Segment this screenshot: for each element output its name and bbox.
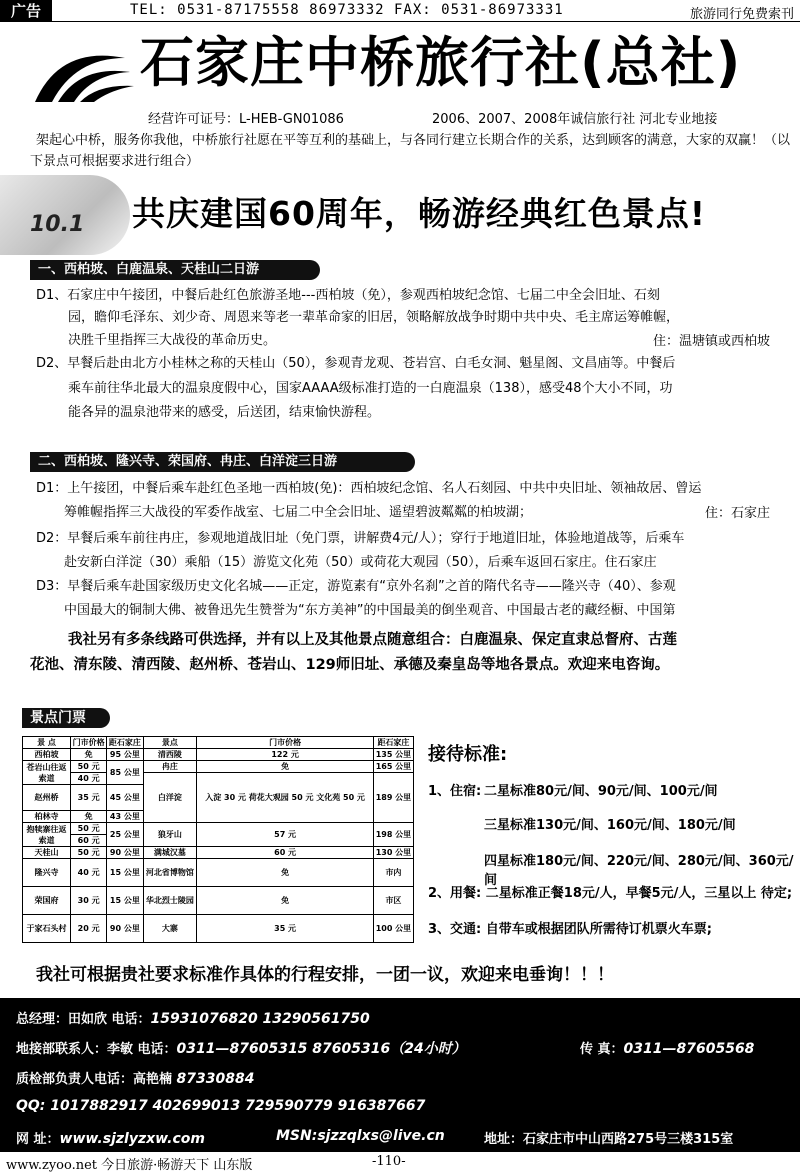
table-cell: 入淀 30 元 荷花大观园 50 元 文化苑 50 元 xyxy=(197,773,374,823)
route2-d1-stay: 住：石家庄 xyxy=(704,506,770,521)
table-cell: 西柏坡 xyxy=(23,749,71,761)
lodging-standard-4star: 四星标准180元/间、220元/间、280元/间、360元/间 xyxy=(484,854,794,888)
ticket-table xyxy=(22,736,414,943)
contact-block xyxy=(0,998,800,1152)
table-cell: 60 元 xyxy=(197,847,374,859)
honor-text: 2006、2007、2008年诚信旅行社 河北专业地接 xyxy=(432,112,718,127)
table-cell: 90 公里 xyxy=(107,915,143,943)
ground-phone: 0311—87605315 87605316（24小时） xyxy=(176,1041,466,1057)
national-day-badge: 10.1 xyxy=(30,212,85,237)
footer-site: www.zyoo.net 今日旅游·畅游天下 山东版 xyxy=(6,1158,253,1173)
table-row xyxy=(23,859,414,887)
address-text: 地址：石家庄市中山西路275号三楼315室 xyxy=(484,1132,734,1147)
table-row xyxy=(23,737,414,749)
table-cell: 35 元 xyxy=(71,785,107,811)
table-cell: 40 元 xyxy=(71,859,107,887)
table-cell: 门市价格 xyxy=(71,737,107,749)
table-cell: 45 公里 xyxy=(107,785,143,811)
company-name: 石家庄中桥旅行社(总社) xyxy=(140,31,742,94)
table-cell: 市区 xyxy=(373,887,413,915)
table-row xyxy=(23,887,414,915)
company-logo-icon xyxy=(30,40,140,110)
table-cell: 100 公里 xyxy=(373,915,413,943)
route1-title: 一、西柏坡、白鹿温泉、天桂山二日游 xyxy=(30,260,320,280)
table-row xyxy=(23,915,414,943)
web-label: 网 址： xyxy=(16,1132,60,1147)
route1-d2-line3: 能各异的温泉池带来的感受，后送团，结束愉快游程。 xyxy=(68,405,381,420)
lodging-standard-2star: 二星标准80元/间、90元/间、100元/间 xyxy=(484,784,718,799)
table-cell: 冉庄 xyxy=(143,761,197,773)
website-link[interactable]: www.sjzlyzxw.com xyxy=(59,1131,205,1147)
table-cell: 130 公里 xyxy=(373,847,413,859)
service-title: 接待标准: xyxy=(428,744,508,765)
table-cell: 20 元 xyxy=(71,915,107,943)
fax-number: 0311—87605568 xyxy=(623,1041,755,1057)
table-cell: 满城汉墓 xyxy=(143,847,197,859)
route1-d1-line2: 园，瞻仰毛泽东、刘少奇、周恩来等老一辈革命家的旧居，领略解放战争时期中共中央、毛主席运筹帷幄， xyxy=(68,310,680,325)
fax-label: 传 真： xyxy=(580,1042,624,1057)
ticket-section-title: 景点门票 xyxy=(22,708,110,728)
table-cell: 狼牙山 xyxy=(143,823,197,847)
table-cell: 荣国府 xyxy=(23,887,71,915)
route1-d1-line1: D1、石家庄中午接团，中餐后赴红色旅游圣地---西柏坡（免），参观西柏坡纪念馆、七届二中全会旧址、石刻 xyxy=(36,288,660,303)
table-cell: 于家石头村 xyxy=(23,915,71,943)
table-cell: 95 公里 xyxy=(107,749,143,761)
table-cell: 市内 xyxy=(373,859,413,887)
ground-row xyxy=(16,1038,466,1058)
table-cell: 15 公里 xyxy=(107,887,143,915)
banner-title: 共庆建国60周年，畅游经典红色景点! xyxy=(132,194,706,233)
table-cell: 抱犊寨往返索道 xyxy=(23,823,71,847)
table-cell: 90 公里 xyxy=(107,847,143,859)
closing-text: 我社可根据贵社要求标准作具体的行程安排，一团一议，欢迎来电垂询！！！ xyxy=(36,965,614,985)
table-cell: 柏林寺 xyxy=(23,811,71,823)
web-row xyxy=(16,1128,205,1147)
table-cell: 50 元 xyxy=(71,847,107,859)
qc-row xyxy=(16,1068,254,1087)
table-cell: 50 元 xyxy=(71,823,107,835)
manager-label: 总经理：田如欣 电话： xyxy=(16,1012,151,1027)
table-row xyxy=(23,749,414,761)
table-cell: 85 公里 xyxy=(107,761,143,785)
route2-d2-line2: 赴安新白洋淀（30）乘船（15）游览文化苑（50）或荷花大观园（50），后乘车返回石家庄。住石家庄 xyxy=(64,555,657,570)
manager-phone: 15931076820 13290561750 xyxy=(150,1011,370,1027)
table-row xyxy=(23,773,414,785)
license-number: 经营许可证号：L-HEB-GN01086 xyxy=(148,112,344,127)
qc-phone: 87330884 xyxy=(176,1071,255,1087)
table-cell: 35 元 xyxy=(197,915,374,943)
msn-link[interactable]: MSN:sjzzqlxs@live.cn xyxy=(276,1128,445,1144)
meal-standard: 2、用餐: 二星标准正餐18元/人，早餐5元/人，三星以上 待定; xyxy=(428,886,793,901)
table-cell: 135 公里 xyxy=(373,749,413,761)
footer xyxy=(0,1152,800,1172)
qc-label: 质检部负责人电话：高艳楠 xyxy=(16,1072,173,1087)
route2-d3-line2: 中国最大的铜制大佛、被鲁迅先生赞誉为“东方美神”的中国最美的倒坐观音、中国最古老的藏经橱、中国第 xyxy=(64,603,676,618)
table-cell: 57 元 xyxy=(197,823,374,847)
intro-text: 架起心中桥，服务你我他，中桥旅行社愿在平等互利的基础上，与各同行建立长期合作的关系，达到顾客的满意，大家的双赢！（以下景点可根据要求进行组合） xyxy=(30,133,791,169)
table-cell: 门市价格 xyxy=(197,737,374,749)
table-cell: 苍岩山往返索道 xyxy=(23,761,71,785)
table-cell: 50 元 xyxy=(71,761,107,773)
route1-d1-stay: 住：温塘镇或西柏坡 xyxy=(652,334,770,349)
table-cell: 免 xyxy=(71,811,107,823)
page-number: -110- xyxy=(372,1154,406,1169)
table-cell: 15 公里 xyxy=(107,859,143,887)
table-row xyxy=(23,823,414,835)
lodging-standard-3star: 三星标准130元/间、160元/间、180元/间 xyxy=(484,818,736,833)
route2-d1-line1: D1：上午接团，中餐后乘车赴红色圣地一西柏坡(免)：西柏坡纪念馆、名人石刻园、中共中央旧址、领袖故居、曾运 xyxy=(36,481,702,496)
table-cell: 白洋淀 xyxy=(143,773,197,823)
manager-row xyxy=(16,1008,370,1027)
qq-row: QQ: 1017882917 402699013 729590779 916387667 xyxy=(16,1098,426,1114)
table-cell: 189 公里 xyxy=(373,773,413,823)
top-phone-fax: TEL: 0531-87175558 86973332 FAX: 0531-86973331 xyxy=(130,2,564,18)
table-cell: 198 公里 xyxy=(373,823,413,847)
table-cell: 隆兴寺 xyxy=(23,859,71,887)
table-cell: 天桂山 xyxy=(23,847,71,859)
table-cell: 40 元 xyxy=(71,773,107,785)
table-row xyxy=(23,761,414,773)
traffic-standard: 3、交通: 自带车或根据团队所需待订机票火车票; xyxy=(428,922,712,937)
ad-tag: 广告 xyxy=(0,0,52,22)
lodging-label: 1、住宿: xyxy=(428,784,482,799)
table-row xyxy=(23,847,414,859)
table-cell: 景点 xyxy=(143,737,197,749)
route2-title: 二、西柏坡、隆兴寺、荣国府、冉庄、白洋淀三日游 xyxy=(30,452,415,472)
extra-routes-line1: 我社另有多条线路可供选择，并有以上及其他景点随意组合：白鹿温泉、保定直隶总督府、古莲 xyxy=(68,632,677,648)
top-right-slogan: 旅游同行免费索刊 xyxy=(689,7,794,22)
table-cell: 免 xyxy=(197,859,374,887)
table-cell: 免 xyxy=(197,887,374,915)
route2-d2-line1: D2：早餐后乘车前往冉庄，参观地道战旧址（免门票，讲解费4元/人）；穿行于地道旧址，体验地道战等，后乘车 xyxy=(36,531,685,546)
table-cell: 清西陵 xyxy=(143,749,197,761)
route2-d3-line1: D3：早餐后乘车赴国家级历史文化名城——正定，游览素有“京外名刹”之首的隋代名寺——隆兴寺（40）、参观 xyxy=(36,579,676,594)
table-cell: 赵州桥 xyxy=(23,785,71,811)
route2-d1-line2: 筹帷幄指挥三大战役的军委作战室、七届二中全会旧址、遥望碧波粼粼的柏坡湖； xyxy=(64,505,533,520)
table-cell: 河北省博物馆 xyxy=(143,859,197,887)
fax-row xyxy=(580,1038,754,1057)
table-cell: 景 点 xyxy=(23,737,71,749)
route1-d2-line2: 乘车前往华北最大的温泉度假中心，国家AAAA级标准打造的一白鹿温泉（138），感受48个大小不同，功 xyxy=(68,381,673,396)
table-cell: 43 公里 xyxy=(107,811,143,823)
ground-label: 地接部联系人：李敏 电话： xyxy=(16,1042,177,1057)
table-cell: 免 xyxy=(197,761,374,773)
table-cell: 免 xyxy=(71,749,107,761)
table-cell: 30 元 xyxy=(71,887,107,915)
table-cell: 距石家庄 xyxy=(107,737,143,749)
route1-d2-line1: D2、早餐后赴由北方小桂林之称的天桂山（50），参观青龙观、苍岩宫、白毛女洞、魁星阁、文昌庙等。中餐后 xyxy=(36,356,676,371)
table-cell: 华北烈士陵园 xyxy=(143,887,197,915)
table-cell: 25 公里 xyxy=(107,823,143,847)
extra-routes-line2: 花池、清东陵、清西陵、赵州桥、苍岩山、129师旧址、承德及秦皇岛等地各景点。欢迎来电咨询。 xyxy=(30,657,670,673)
table-cell: 60 元 xyxy=(71,835,107,847)
table-cell: 大寨 xyxy=(143,915,197,943)
table-cell: 165 公里 xyxy=(373,761,413,773)
table-cell: 距石家庄 xyxy=(373,737,413,749)
route1-d1-line3: 决胜千里指挥三大战役的革命历史。 xyxy=(68,333,277,348)
table-cell: 122 元 xyxy=(197,749,374,761)
